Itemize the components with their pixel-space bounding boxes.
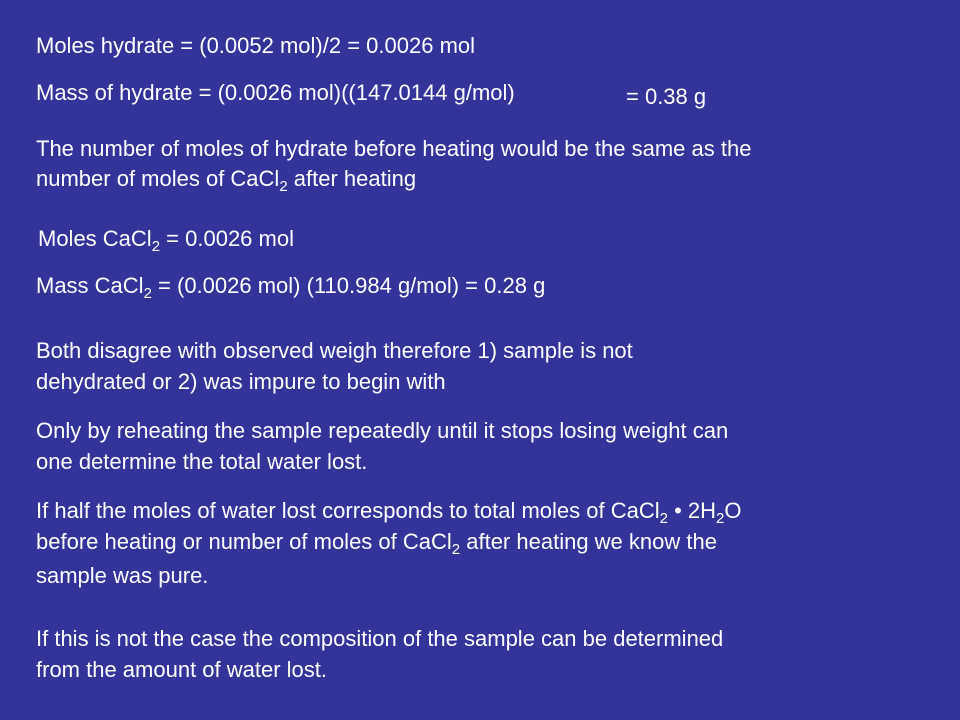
reheat-line-2: one determine the total water lost. [36,449,368,474]
disagree-line-1: Both disagree with observed weigh therefore 1) sample is not [36,338,633,363]
mass-hydrate-result: = 0.38 g [626,84,707,109]
half-moles-line-2: before heating or number of moles of CaCl$_2$ after heating we know the [36,529,717,558]
number-moles-line-1: The number of moles of hydrate before heating would be the same as the [36,136,752,161]
mass-hydrate-line: Mass of hydrate = (0.0026 mol)((147.0144 g/mol) [36,80,515,105]
reheat-line-1: Only by reheating the sample repeatedly until it stops losing weight can [36,418,729,443]
half-moles-line-3: sample was pure. [36,563,209,588]
number-moles-line-2: number of moles of CaCl$_2$ after heating [36,166,417,195]
not-case-line-2: from the amount of water lost. [36,657,328,682]
half-moles-line-1: If half the moles of water lost corresponds to total moles of CaCl$_2$ • $2H_2O$ [36,498,742,527]
moles-cacl2-line: Moles CaCl$_2$ = 0.0026 mol [38,226,294,255]
disagree-line-2: dehydrated or 2) was impure to begin with [36,369,446,394]
moles-hydrate-line: Moles hydrate = (0.0052 mol)/2 = 0.0026 mol [36,33,476,58]
not-case-line-1: If this is not the case the composition of the sample can be determined [36,626,724,651]
mass-cacl2-line: Mass CaCl$_2$ = (0.0026 mol) (110.984 g/mol) = 0.28 g [36,273,546,302]
